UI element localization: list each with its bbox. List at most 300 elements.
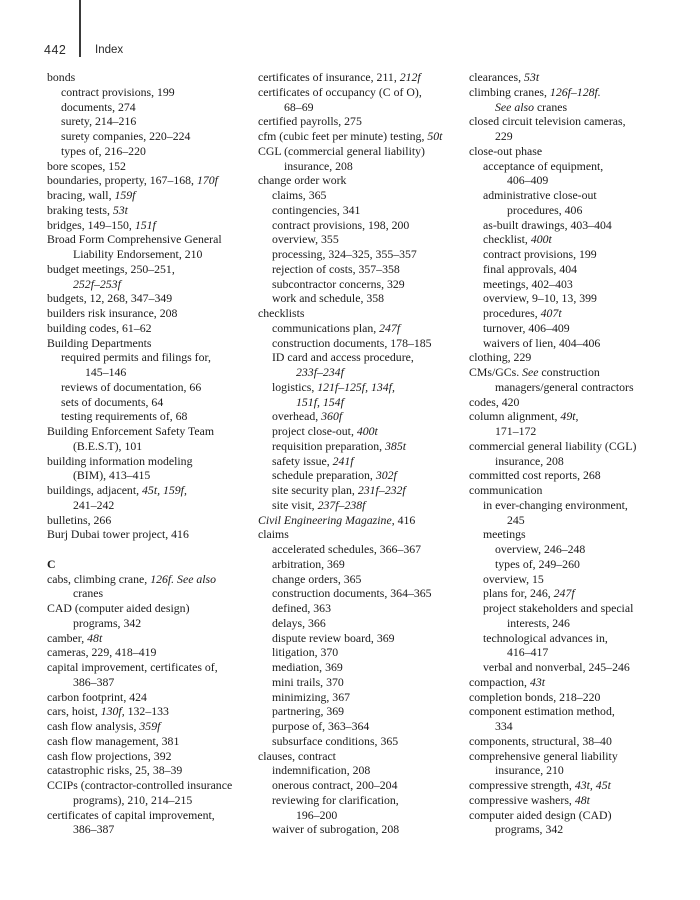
index-entry-text: construction xyxy=(538,365,600,379)
index-ref-italic: 45t, 159f, xyxy=(142,483,187,497)
index-entry-line xyxy=(47,527,255,542)
index-entry-line xyxy=(47,616,255,631)
index-entry-text: compressive strength, xyxy=(469,778,575,792)
index-entry-text: waiver of subrogation, 208 xyxy=(272,822,400,837)
index-entry-text: 416–417 xyxy=(507,645,549,660)
index-entry-text: technological advances in, xyxy=(483,630,608,645)
index-entry-text: in ever-changing environment, xyxy=(483,497,628,512)
index-entry-line xyxy=(47,557,255,572)
index-entry-line xyxy=(258,734,466,749)
index-entry-text: 229 xyxy=(495,129,513,143)
index-entry-text: Liability Endorsement, 210 xyxy=(73,247,203,261)
index-ref-italic: See xyxy=(522,365,539,379)
index-entry-text: insurance, 208 xyxy=(495,453,564,468)
index-entry-text: interests, 246 xyxy=(507,615,570,630)
index-entry-line xyxy=(469,336,697,351)
index-entry-line xyxy=(258,557,466,572)
section-letter: C xyxy=(47,556,56,571)
index-entry-text: checklist, xyxy=(483,232,531,247)
index-entry-text: work and schedule, 358 xyxy=(272,291,385,306)
index-entry-line xyxy=(47,350,255,365)
index-entry-line xyxy=(47,454,255,469)
index-entry-line xyxy=(469,483,697,498)
index-entry-text: certificates of insurance, 211, xyxy=(258,70,400,84)
index-entry-line xyxy=(469,424,697,439)
index-entry-text: 171–172 xyxy=(495,424,537,438)
index-entry-line xyxy=(469,631,697,646)
index-entry-line xyxy=(469,380,697,395)
index-column-3 xyxy=(469,70,697,837)
index-entry-line xyxy=(258,483,466,498)
index-entry-text: types of, 249–260 xyxy=(495,556,580,571)
index-entry-text: site security plan, xyxy=(272,483,358,497)
index-entry-line xyxy=(47,409,255,424)
index-ref-italic: 126f. See also xyxy=(150,571,217,586)
index-entry-text: CMs/GCs. xyxy=(469,365,523,379)
index-entry-text: Building Enforcement Safety Team xyxy=(47,424,215,438)
index-entry-text: 132–133 xyxy=(124,704,169,719)
index-entry-line xyxy=(47,306,255,321)
index-entry-line xyxy=(469,793,697,808)
index-entry-line xyxy=(469,542,697,557)
index-entry-text: programs, 342 xyxy=(495,822,564,837)
index-entry-text: clauses, contract xyxy=(258,748,336,763)
index-entry-line xyxy=(47,129,255,144)
index-entry-text: acceptance of equipment, xyxy=(483,158,604,173)
index-ref-italic: 241f xyxy=(332,453,354,468)
index-entry-text: building information modeling xyxy=(47,453,193,468)
index-entry-line xyxy=(47,690,255,705)
index-entry-line xyxy=(47,778,255,793)
index-entry-text: budgets, 12, 268, 347–349 xyxy=(47,291,173,306)
index-entry-line xyxy=(47,645,255,660)
index-ref-italic: 400t xyxy=(356,424,378,438)
index-entry-text: certified payrolls, 275 xyxy=(258,114,362,129)
index-entry-line xyxy=(258,660,466,675)
index-entry-line xyxy=(469,70,697,85)
index-entry-line xyxy=(47,114,255,129)
index-entry-text: arbitration, 369 xyxy=(272,556,345,571)
index-ref-italic: 53t xyxy=(524,70,540,84)
index-entry-text: reviews of documentation, 66 xyxy=(61,379,202,394)
index-entry-line xyxy=(47,468,255,483)
index-entry-line xyxy=(258,793,466,808)
index-entry-line xyxy=(47,572,255,587)
index-entry-text: onerous contract, 200–204 xyxy=(272,778,398,792)
index-entry-text: mediation, 369 xyxy=(272,660,343,674)
index-entry-text: rejection of costs, 357–358 xyxy=(272,261,400,276)
index-ref-italic: 302f xyxy=(375,468,397,483)
index-entry-line xyxy=(47,218,255,233)
index-entry-line xyxy=(258,321,466,336)
index-entry-line xyxy=(258,454,466,469)
index-entry-line xyxy=(258,542,466,557)
index-entry-line xyxy=(469,454,697,469)
index-entry-line xyxy=(258,350,466,365)
index-entry-line xyxy=(47,380,255,395)
index-entry-line xyxy=(469,188,697,203)
index-entry-line xyxy=(47,203,255,218)
index-entry-line xyxy=(47,749,255,764)
index-entry-text: overhead, xyxy=(272,409,322,424)
index-entry-text: compressive washers, xyxy=(469,792,575,807)
index-entry-line xyxy=(47,734,255,749)
index-entry-line xyxy=(258,70,466,85)
index-entry-line xyxy=(258,188,466,203)
index-entry-text: 196–200 xyxy=(296,807,338,822)
index-entry-line xyxy=(469,778,697,793)
index-entry-line xyxy=(47,793,255,808)
index-entry-text: bonds xyxy=(47,70,76,84)
index-entry-text: delays, 366 xyxy=(272,615,326,630)
index-entry-text: reviewing for clarification, xyxy=(272,792,399,807)
index-entry-line xyxy=(258,749,466,764)
page-title: Index xyxy=(95,44,124,56)
index-entry-line xyxy=(258,513,466,528)
index-entry-line xyxy=(258,719,466,734)
index-entry-line xyxy=(47,365,255,380)
index-entry-line xyxy=(469,173,697,188)
index-entry-line xyxy=(469,247,697,262)
index-entry-text: catastrophic risks, 25, 38–39 xyxy=(47,763,183,778)
header-rule xyxy=(79,0,81,57)
index-entry-line xyxy=(258,203,466,218)
index-ref-italic: 43t, 45t xyxy=(574,778,611,792)
index-ref-italic: 170f xyxy=(196,173,218,188)
index-ref-italic: 385t xyxy=(385,438,407,453)
index-entry-line xyxy=(258,808,466,823)
index-ref-italic: 359f xyxy=(139,719,161,733)
index-entry-text: column alignment, xyxy=(469,409,561,424)
index-entry-text: procedures, xyxy=(483,306,541,320)
index-entry-text: final approvals, 404 xyxy=(483,261,578,276)
index-entry-text: site visit, xyxy=(272,497,318,512)
index-entry-text: purpose of, 363–364 xyxy=(272,719,370,733)
index-entry-line xyxy=(469,704,697,719)
index-entry-text: cranes xyxy=(534,99,568,114)
index-ref-italic: 247f xyxy=(379,320,401,335)
index-entry-line xyxy=(469,513,697,528)
index-entry-line xyxy=(47,586,255,601)
index-entry-text: codes, 420 xyxy=(469,394,520,409)
index-entry-text: overview, 355 xyxy=(272,232,339,247)
index-entry-text: building codes, 61–62 xyxy=(47,320,152,335)
index-entry-text: verbal and nonverbal, 245–246 xyxy=(483,660,630,674)
index-entry-line xyxy=(47,70,255,85)
index-entry-text: CCIPs (contractor-controlled insurance xyxy=(47,778,233,792)
index-entry-text: boundaries, property, 167–168, xyxy=(47,173,197,188)
index-entry-line xyxy=(47,763,255,778)
index-entry-line xyxy=(47,675,255,690)
index-entry-line xyxy=(258,409,466,424)
index-entry-text: litigation, 370 xyxy=(272,645,339,660)
index-entry-line xyxy=(469,660,697,675)
index-entry-line xyxy=(258,114,466,129)
index-entry-text: insurance, 210 xyxy=(495,763,564,778)
index-ref-italic: 126f–128f. xyxy=(549,84,601,99)
index-entry-text: Broad Form Comprehensive General xyxy=(47,232,222,247)
index-entry-line xyxy=(47,247,255,262)
index-entry-text: communication xyxy=(469,483,543,497)
index-entry-text: subcontractor concerns, 329 xyxy=(272,276,405,291)
index-entry-line xyxy=(258,144,466,159)
index-entry-text: capital improvement, certificates of, xyxy=(47,660,218,674)
index-entry-text: contract provisions, 199 xyxy=(61,84,175,99)
index-entry-line xyxy=(47,277,255,292)
index-entry-line xyxy=(258,277,466,292)
index-ref-italic: 252f–253f xyxy=(73,276,121,291)
index-entry-line xyxy=(469,321,697,336)
index-entry-line xyxy=(47,439,255,454)
index-entry-line xyxy=(258,498,466,513)
index-entry-text: subsurface conditions, 365 xyxy=(272,733,399,748)
index-entry-text: commercial general liability (CGL) xyxy=(469,438,637,453)
index-entry-line xyxy=(47,808,255,823)
index-entry-text: accelerated schedules, 366–367 xyxy=(272,542,422,556)
index-entry-line xyxy=(258,291,466,306)
index-entry-line xyxy=(47,144,255,159)
index-entry-text: surety, 214–216 xyxy=(61,114,137,129)
index-entry-text: cfm (cubic feet per minute) testing, xyxy=(258,129,428,143)
index-entry-line xyxy=(469,262,697,277)
index-entry-line xyxy=(258,704,466,719)
index-entry-text: bulletins, 266 xyxy=(47,512,112,527)
index-entry-line xyxy=(469,100,697,115)
index-entry-text: project stakeholders and special xyxy=(483,601,634,615)
index-entry-text: testing requirements of, 68 xyxy=(61,409,188,424)
index-ref-italic: 48t xyxy=(574,792,590,807)
index-entry-line xyxy=(469,719,697,734)
index-entry-line xyxy=(47,719,255,734)
index-entry-line xyxy=(258,306,466,321)
index-entry-line xyxy=(258,675,466,690)
index-ref-italic: 360f xyxy=(321,409,343,424)
index-entry-text: required permits and filings for, xyxy=(61,350,211,365)
index-entry-text: plans for, 246, xyxy=(483,586,554,601)
index-entry-line xyxy=(258,336,466,351)
index-entry-text: cars, hoist, xyxy=(47,704,101,719)
index-entry-line xyxy=(258,395,466,410)
index-entry-text: camber, xyxy=(47,630,88,645)
index-ref-italic: 49t, xyxy=(560,409,579,424)
index-entry-text: builders risk insurance, 208 xyxy=(47,306,178,320)
index-entry-line xyxy=(258,218,466,233)
index-entry-text: meetings, 402–403 xyxy=(483,276,573,291)
index-entry-text: closed circuit television cameras, xyxy=(469,114,626,129)
index-column-2 xyxy=(258,70,466,837)
index-entry-line xyxy=(258,100,466,115)
index-entry-text: 406–409 xyxy=(507,173,549,188)
index-entry-text: types of, 216–220 xyxy=(61,143,146,158)
index-entry-text: cash flow analysis, xyxy=(47,719,140,733)
index-entry-text: Burj Dubai tower project, 416 xyxy=(47,527,189,542)
index-entry-text: certificates of occupancy (C of O), xyxy=(258,84,422,99)
index-entry-line xyxy=(258,631,466,646)
index-entry-line xyxy=(469,498,697,513)
index-entry-text: schedule preparation, xyxy=(272,468,376,483)
index-entry-line xyxy=(469,409,697,424)
index-entry-text: waivers of lien, 404–406 xyxy=(483,335,601,350)
index-entry-text: budget meetings, 250–251, xyxy=(47,261,175,276)
index-entry-text: sets of documents, 64 xyxy=(61,394,164,409)
index-entry-text: clearances, xyxy=(469,70,525,84)
index-entry-text: 241–242 xyxy=(73,497,115,512)
page-number: 442 xyxy=(44,43,67,57)
index-entry-text: comprehensive general liability xyxy=(469,748,618,763)
index-entry-text: turnover, 406–409 xyxy=(483,320,570,335)
index-entry-text: certificates of capital improvement, xyxy=(47,807,215,822)
index-entry-line xyxy=(469,808,697,823)
index-entry-line xyxy=(258,468,466,483)
index-entry-text: dispute review board, 369 xyxy=(272,630,395,645)
index-entry-text: insurance, 208 xyxy=(284,158,353,173)
index-entry-text: braking tests, xyxy=(47,202,113,217)
index-entry-line xyxy=(258,690,466,705)
index-ref-italic: 53t xyxy=(112,202,128,217)
index-entry-text: computer aided design (CAD) xyxy=(469,807,612,822)
index-entry-text: 386–387 xyxy=(73,674,115,689)
index-entry-line xyxy=(258,159,466,174)
index-entry-line xyxy=(47,336,255,351)
index-entry-line xyxy=(469,822,697,837)
index-entry-line xyxy=(258,527,466,542)
index-entry-text: administrative close-out xyxy=(483,188,597,202)
index-entry-line xyxy=(469,749,697,764)
index-entry-line xyxy=(258,424,466,439)
index-ref-italic: 121f–125f, 134f, xyxy=(317,379,395,394)
index-column-1 xyxy=(47,70,255,837)
index-entry-text: 245 xyxy=(507,512,525,527)
index-entry-line xyxy=(469,616,697,631)
index-entry-text: programs, 342 xyxy=(73,615,142,630)
index-entry-line xyxy=(469,129,697,144)
index-entry-line xyxy=(258,616,466,631)
index-ref-italic: See also xyxy=(495,99,534,114)
index-entry-line xyxy=(469,85,697,100)
index-entry-text: committed cost reports, 268 xyxy=(469,468,601,483)
index-entry-text: claims, 365 xyxy=(272,188,327,202)
index-entry-line xyxy=(469,690,697,705)
index-entry-line xyxy=(469,277,697,292)
index-entry-text: change orders, 365 xyxy=(272,571,362,586)
index-entry-line xyxy=(469,203,697,218)
index-entry-line xyxy=(258,822,466,837)
index-ref-italic: Civil Engineering Magazine xyxy=(258,512,392,527)
index-entry-line xyxy=(469,763,697,778)
index-entry-text: overview, 15 xyxy=(483,571,544,586)
index-entry-line xyxy=(47,631,255,646)
index-ref-italic: 231f–232f xyxy=(357,483,406,497)
index-entry-text: construction documents, 178–185 xyxy=(272,335,432,350)
index-entry-text: 145–146 xyxy=(85,365,127,379)
index-entry-line xyxy=(47,601,255,616)
index-entry-text: procedures, 406 xyxy=(507,202,583,217)
index-entry-line xyxy=(47,498,255,513)
index-entry-text: cash flow management, 381 xyxy=(47,733,180,748)
index-entry-text: communications plan, xyxy=(272,320,380,335)
index-entry-text: defined, 363 xyxy=(272,601,331,615)
index-entry-line xyxy=(47,100,255,115)
index-ref-italic: 50t xyxy=(427,129,443,143)
index-entry-text: completion bonds, 218–220 xyxy=(469,689,601,704)
index-entry-line xyxy=(469,350,697,365)
index-entry-line xyxy=(258,247,466,262)
index-entry-line xyxy=(47,483,255,498)
index-entry-text: bridges, 149–150, xyxy=(47,217,135,232)
index-entry-text: requisition preparation, xyxy=(272,438,386,453)
index-entry-text: CAD (computer aided design) xyxy=(47,601,190,615)
index-entry-text: contract provisions, 199 xyxy=(483,247,597,261)
index-entry-text: buildings, adjacent, xyxy=(47,483,143,497)
index-entry-text: surety companies, 220–224 xyxy=(61,129,191,143)
index-entry-text: as-built drawings, 403–404 xyxy=(483,217,612,232)
index-entry-text: mini trails, 370 xyxy=(272,674,344,689)
index-entry-line xyxy=(469,218,697,233)
index-entry-line xyxy=(47,321,255,336)
index-entry-line xyxy=(469,114,697,129)
index-entry-line xyxy=(469,586,697,601)
index-entry-line xyxy=(469,365,697,380)
index-entry-line xyxy=(469,572,697,587)
index-entry-line xyxy=(258,262,466,277)
index-entry-text: 334 xyxy=(495,719,513,733)
index-entry-text: managers/general contractors xyxy=(495,379,634,394)
index-entry-line xyxy=(258,645,466,660)
index-entry-line xyxy=(47,660,255,675)
index-entry-text: claims xyxy=(258,527,289,542)
index-entry-text: compaction, xyxy=(469,674,530,689)
index-entry-text: (B.E.S.T), 101 xyxy=(73,438,143,453)
index-entry-text: contract provisions, 198, 200 xyxy=(272,217,410,232)
index-entry-text: construction documents, 364–365 xyxy=(272,586,432,601)
index-entry-line xyxy=(47,85,255,100)
index-entry-text: , 416 xyxy=(391,512,416,527)
index-entry-text: components, structural, 38–40 xyxy=(469,733,612,748)
index-entry-text: cash flow projections, 392 xyxy=(47,748,172,763)
blank-line xyxy=(47,542,255,557)
index-entry-text: climbing cranes, xyxy=(469,84,550,99)
index-entry-text: processing, 324–325, 355–357 xyxy=(272,247,417,261)
index-entry-text: meetings xyxy=(483,527,526,542)
index-entry-text: logistics, xyxy=(272,379,318,394)
index-entry-line xyxy=(47,822,255,837)
index-entry-line xyxy=(469,232,697,247)
index-entry-line xyxy=(47,395,255,410)
index-entry-text: carbon footprint, 424 xyxy=(47,689,147,704)
index-entry-text: minimizing, 367 xyxy=(272,689,350,704)
index-entry-text: close-out phase xyxy=(469,143,543,158)
index-entry-line xyxy=(47,513,255,528)
index-entry-text: documents, 274 xyxy=(61,99,136,114)
index-entry-text: safety issue, xyxy=(272,453,333,468)
index-ref-italic: 151f, 154f xyxy=(296,394,344,409)
index-entry-text: Building Departments xyxy=(47,335,152,350)
index-entry-line xyxy=(47,232,255,247)
index-entry-text: partnering, 369 xyxy=(272,704,345,719)
index-entry-text: ID card and access procedure, xyxy=(272,350,414,365)
index-entry-line xyxy=(258,380,466,395)
index-ref-italic: 237f–238f xyxy=(317,497,366,512)
index-ref-italic: 233f–234f xyxy=(296,365,344,379)
index-entry-text: 386–387 xyxy=(73,822,115,837)
index-ref-italic: 400t xyxy=(530,232,552,247)
index-entry-text: programs), 210, 214–215 xyxy=(73,792,193,807)
index-ref-italic: 159f xyxy=(114,188,136,202)
index-entry-text: clothing, 229 xyxy=(469,350,532,365)
index-entry-text: cabs, climbing crane, xyxy=(47,571,151,586)
index-entry-line xyxy=(258,85,466,100)
index-ref-italic: 130f, xyxy=(100,704,125,719)
